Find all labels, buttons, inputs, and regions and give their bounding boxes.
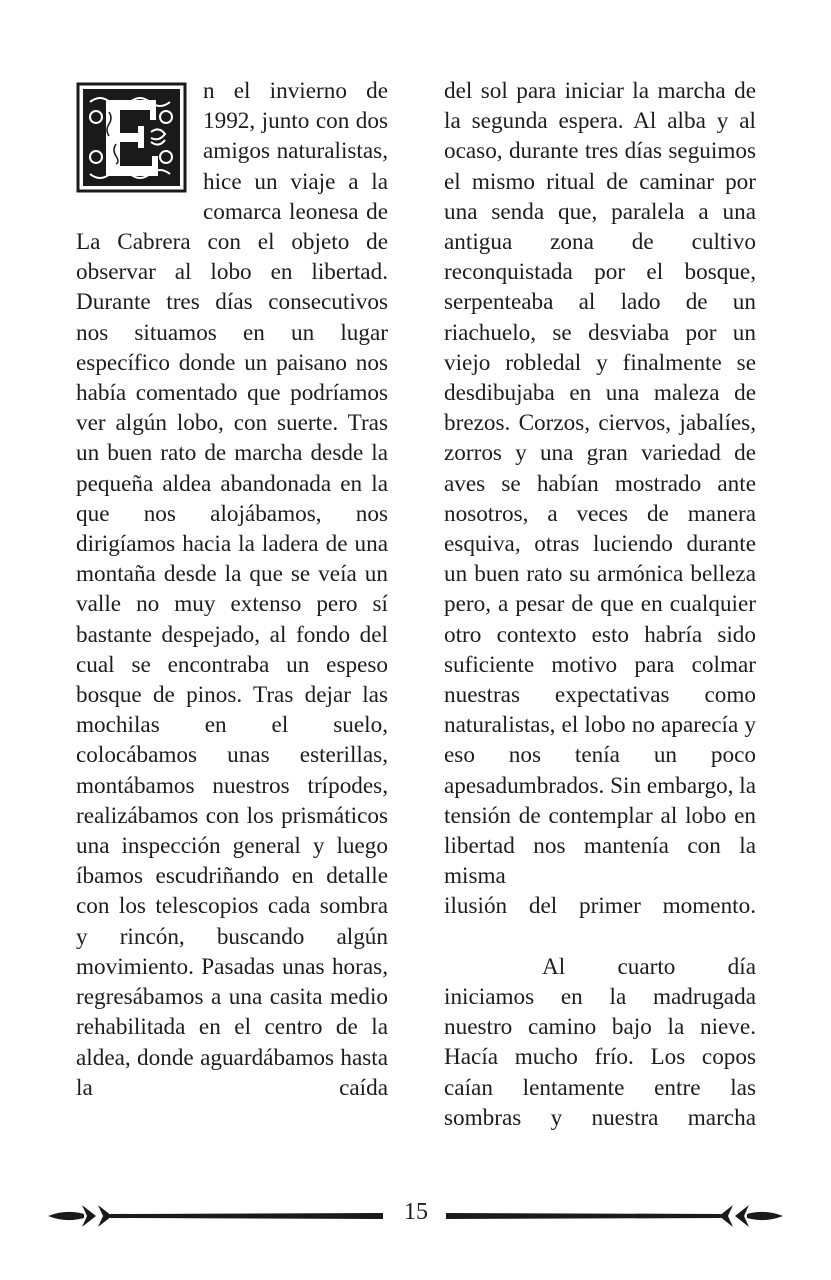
ornate-initial-icon (76, 82, 187, 193)
arrow-ornament-right-icon (446, 1205, 783, 1227)
paragraph-1-last-line: ilusión del primer momento. (444, 893, 756, 920)
paragraph-1-continued-text: del sol para iniciar la marcha de la segunda espera. Al alba y al ocaso, durante tres días seguimos el mismo ritual de caminar por una senda que, paralela a una antigua zona de cultivo reconquistada por el bosque, serpenteaba al lado de un riachuelo, se desviaba por un viejo robledal y finalmente se desdibujaba en una maleza de brezos. Corzos, ciervos, jabalíes, zorros y una gran variedad de aves se habían mostrado ante nosotros, a veces de manera esquiva, otras luciendo durante un buen rato su armónica belleza pero, a pesar de que en cualquier otro contexto esto habría sido suficiente motivo para colmar nuestras expectativas como naturalistas, el lobo no aparecía y eso nos tenía un poco apesadumbrados. Sin embargo, la tensión de contemplar al lobo en libertad nos mantenía con la misma (444, 78, 756, 890)
paragraph-1 (76, 76, 388, 1103)
left-column (76, 76, 388, 1103)
paragraph-2-text: Al cuarto día iniciamos en la madrugada nuestro camino bajo la nieve. Hacía mucho frío. Los copos caían lentamente entre las sombras y nuestra marcha (444, 953, 756, 1131)
paragraph-1-continued (444, 76, 756, 922)
paragraph-1-text: n el invierno de 1992, junto con dos amigos naturalistas, hice un viaje a la comarca leonesa de La Cabrera con el objeto de observar al lobo en libertad. Durante tres días consecutivos nos situamos en un lugar específico donde un paisano nos había comentado que podríamos ver algún lobo, con suerte. Tras un buen rato de marcha desde la pequeña aldea abandonada en la que nos alojábamos, nos dirigíamos hacia la ladera de una montaña desde la que se veía un valle no muy extenso pero sí bastante despejado, al fondo del cual se encontraba un espeso bosque de pinos. Tras dejar las mochilas en el suelo, colocábamos unas esterillas, montábamos nuestros trípodes, realizábamos con los prismáticos una inspección general y luego íbamos escudriñando en detalle con los telescopios cada sombra y rincón, buscando algún movimiento. Pasadas unas horas, regresábamos a una casita medio rehabilitada en el centro de la aldea, donde aguardábamos hasta la caída (76, 78, 388, 1101)
paragraph-spacer (444, 922, 756, 952)
arrow-ornament-left-icon (48, 1205, 383, 1227)
page-number: 15 (404, 1199, 428, 1225)
paragraph-2 (444, 952, 756, 1133)
right-column (444, 76, 756, 1133)
